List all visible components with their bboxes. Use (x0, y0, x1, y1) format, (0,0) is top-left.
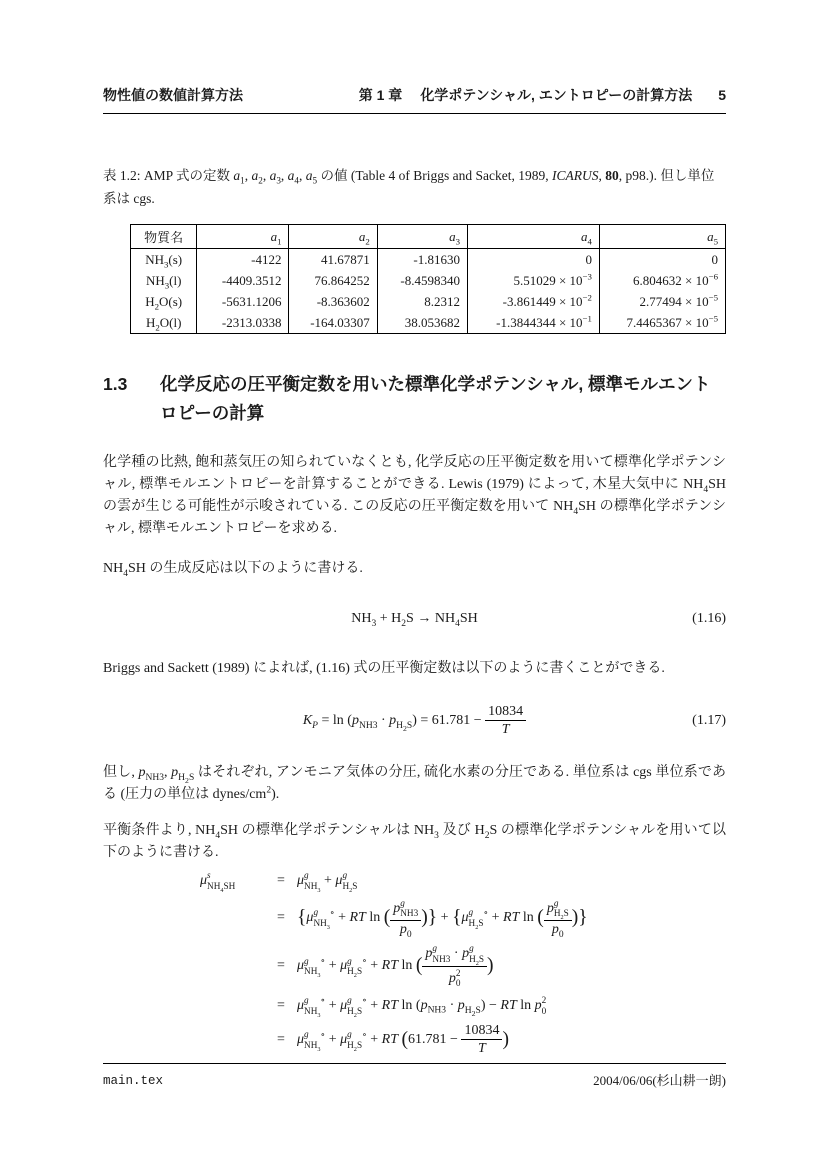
constants-table (130, 224, 726, 334)
derivation-block (103, 870, 726, 1057)
table-cell: $6.804632 \times 10^{-6}$ (599, 270, 725, 291)
table-cell: $-1.3844344 \times 10^{-1}$ (468, 312, 600, 334)
column-header-a1: $a_1$ (197, 225, 289, 249)
equals-sign: = (277, 1031, 285, 1047)
table-cell: $NH_3(l)$ (131, 270, 197, 291)
equation-1-17-number: (1.17) (692, 712, 726, 728)
table-header-row (131, 225, 726, 249)
section-number: 1.3 (103, 374, 128, 394)
equation-1-16-body: $NH_3 + H_2S \to NH_4SH$ (351, 611, 478, 629)
table-cell: $7.4465367 \times 10^{-5}$ (599, 312, 725, 334)
table-cell: $NH_3(s)$ (131, 249, 197, 271)
table-cell: 76.864252 (289, 270, 377, 291)
equals-sign: = (277, 909, 285, 925)
document-title: 物性値の数値計算方法 (103, 87, 243, 103)
page-number: 5 (718, 87, 726, 103)
column-header-a2: $a_2$ (289, 225, 377, 249)
derivation-line (103, 995, 726, 1017)
section-heading (103, 370, 726, 428)
equation-1-17 (103, 704, 726, 738)
table-row-h2ol (131, 312, 726, 334)
table-cell: $H_2O(s)$ (131, 291, 197, 312)
paragraph-equilibrium: 平衡条件より, $NH_4SH$ の標準化学ポテンシャルは $NH_3$ 及び $H_2S$ の標準化学ポテンシャルを用いて以下のように書ける. (103, 822, 726, 860)
chapter-title: 化学ポテンシャル, エントロピーの計算方法 (420, 87, 693, 103)
paragraph-intro: 化学種の比熱, 飽和蒸気圧の知られていなくとも, 化学反応の圧平衡定数を用いて標準化学ポテンシャル, 標準モルエントロピーを計算することができる. Lewis (1979) によって, 木星大気中に $NH_4SH$ の雲が生じる可能性が示唆されている. この反応の圧平衡定数を用いて $NH_4SH$ の標準化学ポテンシャル, 標準モルエントロピーを求める. (103, 455, 726, 536)
table-caption: 表 1.2: AMP 式の定数 $a_1$, $a_2$, $a_3$, $a_4$, $a_5$ の値 (Table 4 of Briggs and Sacket, 1989, ICARUS, 80, p98.). 但し単位系は cgs. (103, 168, 715, 206)
table-row-h2os (131, 291, 726, 312)
table-cell: -2313.0338 (197, 312, 289, 334)
table-cell: -164.03307 (289, 312, 377, 334)
table-row-nh3l (131, 270, 726, 291)
table-row-nh3s (131, 249, 726, 271)
derivation-rhs: μ g $NH_3$ ∘ + μ g $H_2S$ ∘ + RT $\ln (p_{NH3} \cdot p_{H_2S})$ − RT ln p 2 0 (297, 995, 547, 1019)
footer-date-author: 2004/06/06(杉山耕一朗) (593, 1073, 726, 1088)
column-header-a5: $a_5$ (599, 225, 725, 249)
derivation-rhs: μ g $NH_3$ ∘ + μ g $H_2S$ ∘ + RT ln ( p g NH3 · p g $H_2S$ p 2 0 ) (297, 943, 494, 989)
equals-sign: = (277, 997, 285, 1013)
derivation-rhs: μ g $NH_3$ + μ g $H_2S$ (297, 870, 358, 894)
footer-filename: main.tex (103, 1074, 164, 1088)
derivation-line (103, 943, 726, 988)
paragraph-reaction-intro: $NH_4SH$ の生成反応は以下のように書ける. (103, 561, 363, 579)
page-footer (103, 1063, 726, 1092)
derivation-lhs: μ s $NH_4SH$ (200, 869, 236, 894)
table-cell: 8.2312 (377, 291, 467, 312)
table-cell: 41.67871 (289, 249, 377, 271)
table-cell: $-3.861449 \times 10^{-2}$ (468, 291, 600, 312)
equals-sign: = (277, 872, 285, 888)
column-header-a4: $a_4$ (468, 225, 600, 249)
table-cell: -4409.3512 (197, 270, 289, 291)
derivation-rhs: {μ g $NH_3$ ∘ + RT ln ( p g NH3 $p_0$ )} + {μ g $H_2S$ ∘ + RT ln ( p g $H_2S$ $p_0$ )} (297, 897, 588, 940)
column-header-substance: 物質名 (131, 225, 197, 249)
derivation-line (103, 1023, 726, 1057)
column-header-a3: $a_3$ (377, 225, 467, 249)
table-cell: -1.81630 (377, 249, 467, 271)
table-cell: -4122 (197, 249, 289, 271)
table-cell: -8.363602 (289, 291, 377, 312)
table-cell: 38.053682 (377, 312, 467, 334)
paragraph-briggs: Briggs and Sackett (1989) によれば, (1.16) 式の圧平衡定数は以下のように書くことができる. (103, 661, 665, 676)
derivation-rhs: μ g $NH_3$ ∘ + μ g $H_2S$ ∘ + RT (61.781 − $\frac{10834}{T}$ ) (297, 1022, 509, 1057)
page-content (103, 0, 726, 1063)
equation-1-16 (103, 608, 726, 630)
table-cell: -5631.1206 (197, 291, 289, 312)
table-cell: $5.51029 \times 10^{-3}$ (468, 270, 600, 291)
derivation-line (103, 870, 726, 892)
equation-1-17-body: $K_P = \ln (p_{NH3} \cdot p_{H_2S}) = 61.781$ − $\frac{10834}{T}$ (303, 713, 526, 728)
equals-sign: = (277, 958, 285, 974)
table-cell: 0 (468, 249, 600, 271)
table-cell: -8.4598340 (377, 270, 467, 291)
chapter-label: 第 1 章 (358, 87, 403, 103)
page-header (103, 84, 726, 114)
equation-1-16-number: (1.16) (692, 611, 726, 626)
derivation-line (103, 898, 726, 938)
table-cell: $2.77494 \times 10^{-5}$ (599, 291, 725, 312)
section-title: 化学反応の圧平衡定数を用いた標準化学ポテンシャル, 標準モルエントロピーの計算 (160, 374, 711, 423)
paragraph-units: 但し, $p_{NH3}$, $p_{H_2S}$ はそれぞれ, アンモニア気体の分圧, 硫化水素の分圧である. 単位系は cgs 単位系である (圧力の単位は dynes/$cm^2$). (103, 764, 727, 802)
table-cell: 0 (599, 249, 725, 271)
table-cell: $H_2O(l)$ (131, 312, 197, 334)
